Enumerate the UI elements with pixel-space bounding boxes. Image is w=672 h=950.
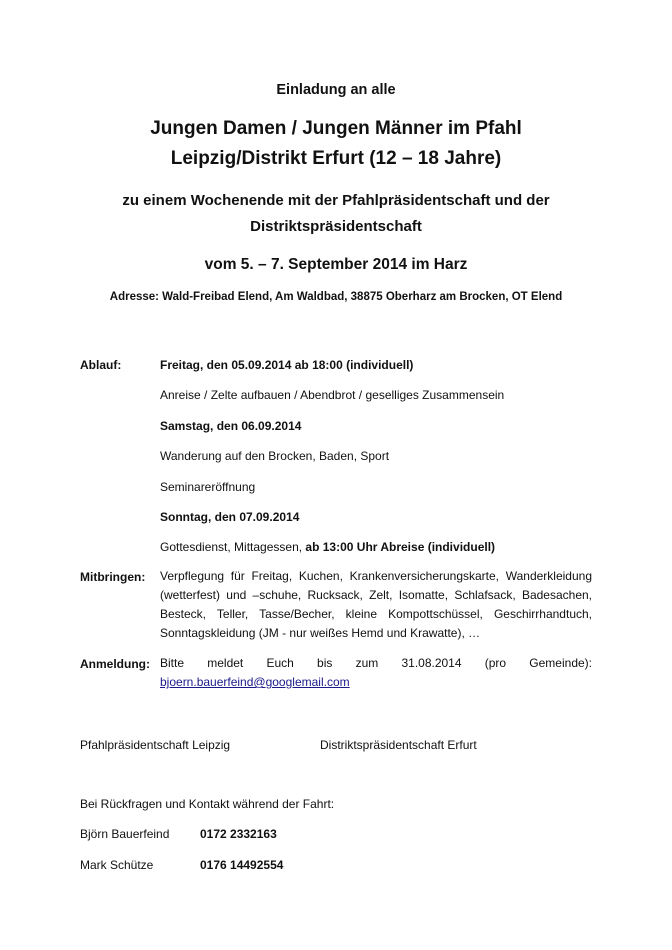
signature-right: Distriktspräsidentschaft Erfurt xyxy=(320,738,477,752)
contact-name: Mark Schütze xyxy=(80,858,154,872)
subtitle-line-1: zu einem Wochenende mit der Pfahlpräsidentschaft und der xyxy=(122,192,550,209)
contact-name: Björn Bauerfeind xyxy=(80,827,170,841)
title-line-1: Jungen Damen / Jungen Männer im Pfahl xyxy=(150,118,522,139)
ablauf-label: Ablauf: xyxy=(80,358,122,372)
sunday-line xyxy=(160,540,495,554)
sunday-heading: Sonntag, den 07.09.2014 xyxy=(160,510,300,524)
anmeldung-block xyxy=(160,654,592,692)
sunday-departure: ab 13:00 Uhr Abreise (individuell) xyxy=(305,540,496,554)
mitbringen-label: Mitbringen: xyxy=(80,570,146,584)
contact-intro: Bei Rückfragen und Kontakt während der Fahrt: xyxy=(80,797,335,811)
event-address: Adresse: Wald-Freibad Elend, Am Waldbad, 38875 Oberharz am Brocken, OT Elend xyxy=(109,291,563,303)
contact-phone: 0176 14492554 xyxy=(200,858,284,872)
signature-left: Pfahlpräsidentschaft Leipzig xyxy=(80,738,231,752)
email-link[interactable]: bjoern.bauerfeind@googlemail.com xyxy=(160,675,350,689)
event-date: vom 5. – 7. September 2014 im Harz xyxy=(204,256,468,273)
friday-text: Anreise / Zelte aufbauen / Abendbrot / geselliges Zusammensein xyxy=(160,388,505,402)
mitbringen-text: Verpflegung für Freitag, Kuchen, Krankenversicherungskarte, Wanderkleidung (wetterfest) und –schuhe, Rucksack, Zelt, Isomatte, Schlafsack, Badesachen, Besteck, Teller, Tasse/Becher, kleine Kompottschüssel, Geschirrhandtuch, Sonntagskleidung (JM - nur weißes Hemd und Krawatte), … xyxy=(160,569,592,640)
saturday-text-1: Wanderung auf den Brocken, Baden, Sport xyxy=(160,449,390,463)
anmeldung-text: Bitte meldet Euch bis zum 31.08.2014 (pro Gemeinde): xyxy=(160,656,592,670)
subtitle-line-2: Distriktspräsidentschaft xyxy=(250,218,422,235)
contact-phone: 0172 2332163 xyxy=(200,827,277,841)
friday-heading: Freitag, den 05.09.2014 ab 18:00 (individuell) xyxy=(160,358,414,372)
saturday-text-2: Seminareröffnung xyxy=(160,480,256,494)
invitation-line: Einladung an alle xyxy=(276,82,396,98)
anmeldung-label: Anmeldung: xyxy=(80,657,150,671)
saturday-heading: Samstag, den 06.09.2014 xyxy=(160,419,302,433)
title-line-2: Leipzig/Distrikt Erfurt (12 – 18 Jahre) xyxy=(170,148,502,169)
sunday-text: Gottesdienst, Mittagessen, xyxy=(160,540,303,554)
